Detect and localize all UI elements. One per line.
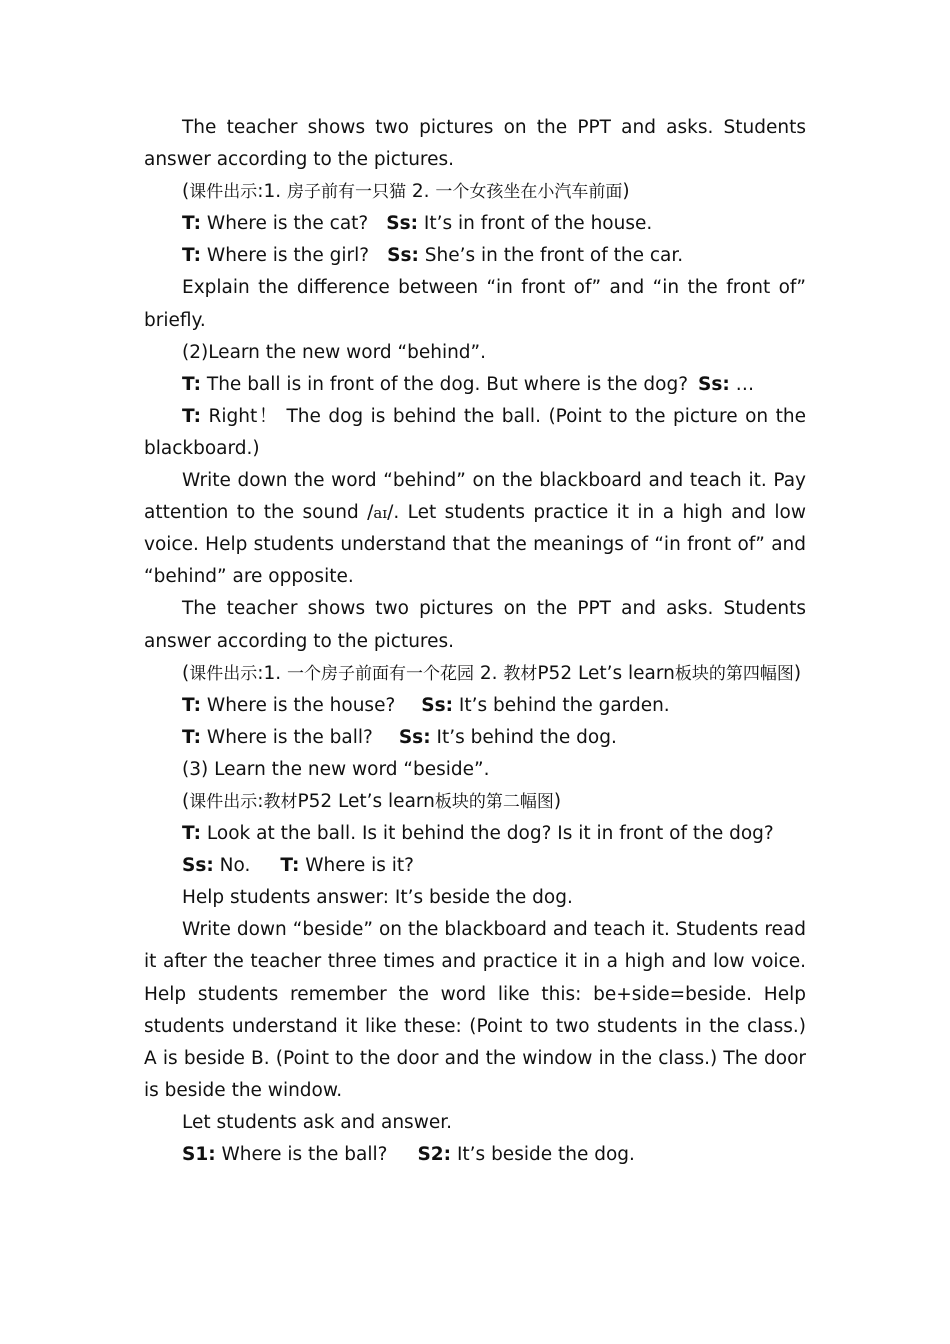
speaker-students: Ss: bbox=[398, 726, 431, 748]
cn-text: 板块的第二幅图 bbox=[434, 791, 554, 812]
speaker-students: Ss: bbox=[387, 245, 419, 267]
cn-text: 一个房子前面有一个花园 bbox=[286, 663, 474, 684]
question: Where is the cat? bbox=[206, 213, 369, 235]
speaker-teacher: T: bbox=[182, 726, 202, 748]
dialogue-line-right bbox=[144, 401, 806, 465]
paragraph-intro-pictures-1: The teacher shows two pictures on the PPT and asks. Students answer according to the pictures. bbox=[144, 117, 806, 171]
cn-text: 一个女孩坐在小汽车前面 bbox=[435, 182, 623, 203]
paragraph-intro-pictures-2: The teacher shows two pictures on the PPT and asks. Students answer according to the pictures. bbox=[144, 598, 806, 652]
answer: It’s behind the garden. bbox=[458, 694, 670, 716]
speaker-s2: S2: bbox=[417, 1144, 452, 1165]
paragraph-ask-answer: Let students ask and answer. bbox=[182, 1111, 452, 1133]
dialogue-line-no bbox=[144, 850, 806, 882]
speaker-teacher: T: bbox=[182, 245, 202, 267]
answer: It’s in front of the house. bbox=[423, 213, 653, 235]
text: :1. bbox=[257, 181, 287, 203]
text: 2. bbox=[405, 181, 436, 203]
cn-text: 教材 bbox=[503, 663, 538, 684]
cn-text: 教材 bbox=[263, 791, 298, 812]
teacher-text: Look at the ball. Is it behind the dog? Is it in front of the dog? bbox=[206, 823, 774, 845]
question: Where is the ball? bbox=[206, 726, 373, 748]
paragraph-write-behind bbox=[144, 465, 806, 593]
paragraph-help-answer: Help students answer: It’s beside the dog. bbox=[182, 887, 573, 909]
text: P52 Let’s learn bbox=[537, 662, 675, 684]
teacher-text: Right！ The dog is behind the ball. (Point to the picture on the blackboard.) bbox=[144, 405, 806, 459]
cn-text: 课件出示 bbox=[189, 663, 258, 684]
text: : bbox=[257, 790, 264, 812]
text: /. Let students practice it in a high and low voice. Help students understand that the meanings of “in front of” and “behind” are opposite. bbox=[144, 502, 806, 588]
document-page bbox=[144, 112, 806, 1171]
text: P52 Let’s learn bbox=[297, 790, 435, 812]
heading-learn-beside: (3) Learn the new word “beside”. bbox=[182, 758, 490, 780]
speaker-teacher: T: bbox=[280, 855, 300, 877]
paren: ( bbox=[182, 790, 190, 812]
dialogue-line-ball-behind bbox=[144, 722, 806, 754]
cn-text: 课件出示 bbox=[189, 791, 258, 812]
paren: ) bbox=[622, 181, 630, 203]
speaker-s1: S1: bbox=[182, 1144, 216, 1165]
answer: She’s in the front of the car. bbox=[424, 245, 684, 267]
dialogue-line-girl bbox=[144, 240, 806, 272]
dialogue-line-ball-dog bbox=[144, 369, 806, 401]
paren: ) bbox=[553, 790, 562, 812]
question: Where is the ball? bbox=[221, 1144, 388, 1165]
speaker-teacher: T: bbox=[182, 213, 202, 235]
heading-learn-behind: (2)Learn the new word “behind”. bbox=[182, 341, 487, 363]
paren: ( bbox=[182, 181, 190, 203]
speaker-teacher: T: bbox=[182, 823, 202, 845]
answer: … bbox=[735, 373, 755, 395]
courseware-note-3 bbox=[144, 786, 806, 818]
answer: It’s behind the dog. bbox=[436, 726, 617, 748]
text: :1. bbox=[257, 662, 287, 684]
courseware-note-1 bbox=[144, 176, 806, 208]
speaker-students: Ss: bbox=[182, 855, 214, 877]
paren: ) bbox=[793, 662, 802, 684]
speaker-students: Ss: bbox=[386, 213, 418, 235]
dialogue-line-look-ball bbox=[144, 818, 806, 850]
paragraph-explain-difference: Explain the difference between “in front of” and “in the front of” briefly. bbox=[144, 277, 806, 331]
speaker-teacher: T: bbox=[182, 373, 202, 395]
question: Where is the girl? bbox=[206, 245, 370, 267]
speaker-teacher: T: bbox=[182, 694, 202, 716]
courseware-note-2 bbox=[144, 658, 806, 690]
text: 2. bbox=[473, 662, 504, 684]
paren: ( bbox=[182, 662, 190, 684]
paragraph-write-beside: Write down “beside” on the blackboard and teach it. Students read it after the teacher three times and practice it in a high and low voice. Help students remember the word like this: be+side=beside. Help students understand it like these: (Point to two students in the class.) A is beside B. (Point to the door and the window in the class.) The door is beside the window. bbox=[144, 919, 806, 1101]
answer: No. bbox=[219, 855, 251, 877]
question: Where is the house? bbox=[206, 694, 396, 716]
text: Write down the word “behind” on the blackboard and teach it. Pay attention to the sound / bbox=[144, 470, 806, 524]
question: Where is it? bbox=[305, 855, 414, 877]
cn-text: 房子前有一只猫 bbox=[286, 182, 406, 203]
dialogue-line-cat bbox=[144, 208, 806, 240]
answer: It’s beside the dog. bbox=[456, 1144, 635, 1165]
cn-text: 板块的第四幅图 bbox=[674, 663, 794, 684]
speaker-students: Ss: bbox=[698, 373, 730, 395]
speaker-teacher: T: bbox=[182, 405, 202, 427]
dialogue-line-house bbox=[144, 690, 806, 722]
dialogue-line-s1-s2 bbox=[144, 1139, 806, 1171]
question: The ball is in front of the dog. But where is the dog? bbox=[206, 373, 689, 395]
cn-text: 课件出示 bbox=[189, 182, 258, 203]
ipa-symbol: aɪ bbox=[373, 504, 388, 523]
speaker-students: Ss: bbox=[421, 694, 454, 716]
